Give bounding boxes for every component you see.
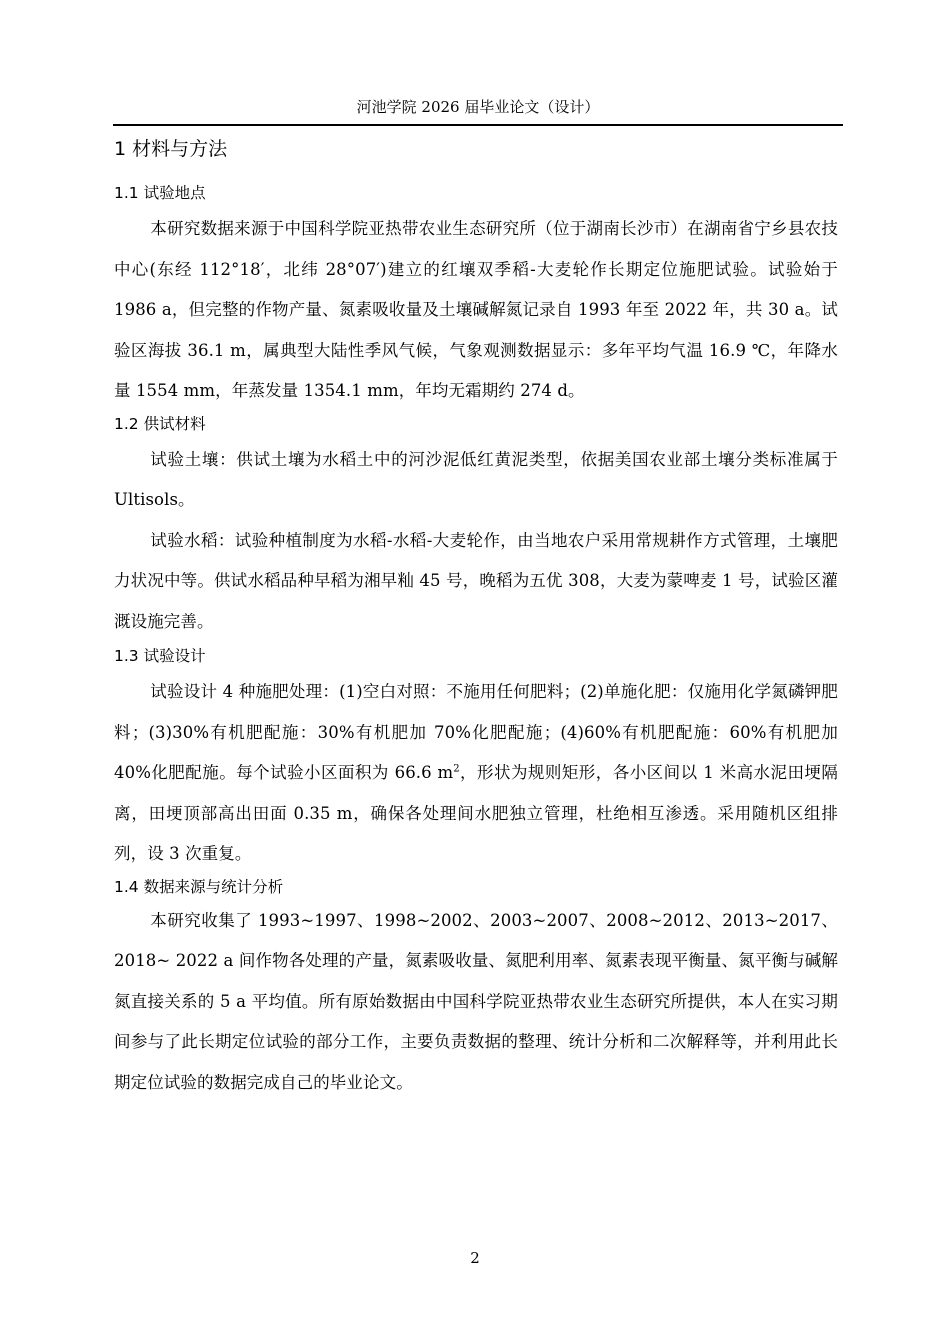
superscript-2: 2 bbox=[453, 763, 460, 775]
paragraph-experiment-design bbox=[114, 672, 838, 875]
paragraph-data-source: 本研究收集了 1993~1997、1998~2002、2003~2007、2008~2012、2013~2017、2018~ 2022 a 间作物各处理的产量，氮素吸收量、氮肥利用率、氮素表现平衡量、氮平衡与碱解氮直接关系的 5 a 平均值。所有原始数据由中国科学院亚热带农业生态研究所提供，本人在实习期间参与了此长期定位试验的部分工作，主要负责数据的整理、统计分析和二次解释等，并利用此长期定位试验的数据完成自己的毕业论文。 bbox=[114, 910, 838, 1092]
main-content bbox=[114, 132, 838, 1103]
design-text-part-1: 试验设计 4 种施肥处理：(1)空白对照：不施用任何肥料；(2)单施化肥：仅施用化学氮磷钾肥料；(3)30%有机肥配施：30%有机肥加 70%化肥配施；(4)60%有机肥配施：60%有机肥加 40%化肥配施。每个试验小区面积为 66.6 m bbox=[114, 682, 838, 782]
paragraph-test-soil: 试验土壤：供试土壤为水稻土中的河沙泥低红黄泥类型，依据美国农业部土壤分类标准属于 Ultisols。 bbox=[114, 449, 838, 509]
running-header: 河池学院 2026 届毕业论文（设计） bbox=[356, 98, 600, 116]
section-title: 1 材料与方法 bbox=[114, 138, 228, 160]
subsection-heading-1-4: 1.4 数据来源与统计分析 bbox=[114, 877, 284, 896]
paragraph-test-site: 本研究数据来源于中国科学院亚热带农业生态研究所（位于湖南长沙市）在湖南省宁乡县农技中心(东经 112°18′，北纬 28°07′)建立的红壤双季稻-大麦轮作长期定位施肥试验。试验始于 1986 a，但完整的作物产量、氮素吸收量及土壤碱解氮记录自 1993 年至 2022 年，共 30 a。试验区海拔 36.1 m，属典型大陆性季风气候，气象观测数据显示：多年平均气温 16.9 ℃，年降水量 1554 mm，年蒸发量 1354.1 mm，年均无霜期约 274 d。 bbox=[114, 219, 838, 400]
page-number: 2 bbox=[470, 1249, 480, 1267]
subsection-heading-1-2: 1.2 供试材料 bbox=[114, 414, 206, 433]
subsection-heading-1-3: 1.3 试验设计 bbox=[114, 647, 206, 665]
header-rule bbox=[113, 124, 843, 126]
paragraph-test-rice: 试验水稻：试验种植制度为水稻-水稻-大麦轮作，由当地农户采用常规耕作方式管理，土壤肥力状况中等。供试水稻品种早稻为湘早籼 45 号，晚稻为五优 308，大麦为蒙啤麦 1 号，试验区灌溉设施完善。 bbox=[114, 530, 838, 631]
design-text-part-2: ，形状为规则矩形，各小区间以 1 米高水泥田埂隔离，田埂顶部高出田面 0.35 m，确保各处理间水肥独立管理，杜绝相互渗透。采用随机区组排列，设 3 次重复。 bbox=[114, 763, 839, 863]
subsection-heading-1-1: 1.1 试验地点 bbox=[114, 184, 206, 202]
